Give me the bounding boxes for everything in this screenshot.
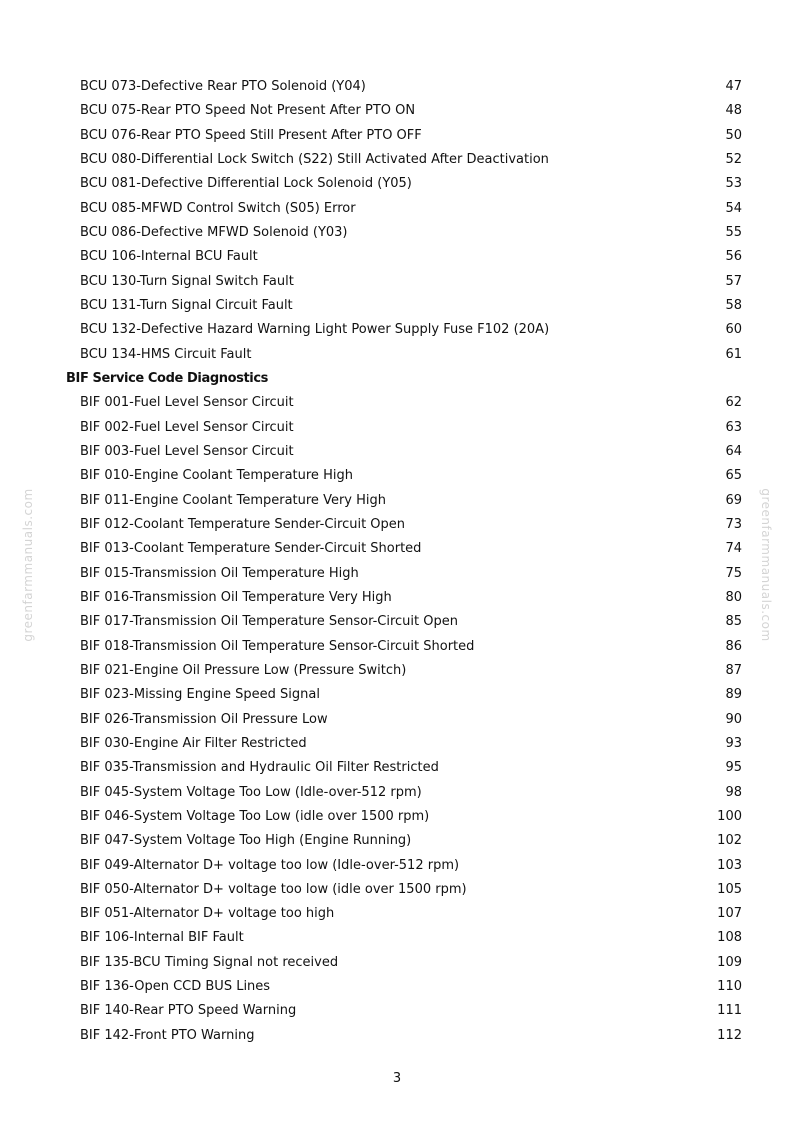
- toc-entry-page: 65: [725, 468, 742, 484]
- toc-entry-page: 64: [725, 443, 742, 459]
- toc-entry-label: BIF 136-Open CCD BUS Lines: [80, 979, 271, 995]
- toc-entry: [0, 975, 794, 999]
- toc-entry: [0, 343, 794, 367]
- toc-entry-label: BIF 046-System Voltage Too Low (idle over 1500 rpm): [80, 808, 430, 824]
- toc-entry-label: BCU 130-Turn Signal Switch Fault: [80, 273, 294, 289]
- toc-entry-label: BCU 081-Defective Differential Lock Solenoid (Y05): [80, 176, 412, 192]
- toc-entry-label: BIF 051-Alternator D+ voltage too high: [80, 906, 335, 922]
- toc-entry-label: BIF 050-Alternator D+ voltage too low (idle over 1500 rpm): [80, 881, 467, 897]
- toc-entry-page: 86: [725, 638, 742, 654]
- page-number: 3: [392, 1071, 402, 1086]
- toc-entry: [0, 878, 794, 902]
- toc-entry-label: BIF 018-Transmission Oil Temperature Sensor-Circuit Shorted: [80, 638, 475, 654]
- toc-entry-label: BIF 002-Fuel Level Sensor Circuit: [80, 419, 294, 435]
- toc-entry: [0, 926, 794, 950]
- toc-entry-page: 110: [717, 979, 742, 995]
- toc-entry-label: BIF 140-Rear PTO Speed Warning: [80, 1003, 297, 1019]
- toc-entry: [0, 440, 794, 464]
- toc-entry: [0, 805, 794, 829]
- toc-entry-label: BIF 026-Transmission Oil Pressure Low: [80, 711, 328, 727]
- toc-entry-label: BIF 017-Transmission Oil Temperature Sensor-Circuit Open: [80, 614, 458, 630]
- toc-entry-label: BIF 045-System Voltage Too Low (Idle-over-512 rpm): [80, 784, 422, 800]
- toc-entry-label: BIF 010-Engine Coolant Temperature High: [80, 468, 353, 484]
- toc-entry: [0, 270, 794, 294]
- toc-entry-page: 105: [717, 881, 742, 897]
- toc-entry-label: BIF 135-BCU Timing Signal not received: [80, 954, 339, 970]
- toc-entry-page: 58: [725, 297, 742, 313]
- toc-entry-page: 73: [725, 516, 742, 532]
- toc-entry-label: BCU 134-HMS Circuit Fault: [80, 346, 252, 362]
- toc-entry-label: BIF 035-Transmission and Hydraulic Oil Filter Restricted: [80, 760, 439, 776]
- toc-entry-page: 62: [725, 395, 742, 411]
- toc-entry: [0, 124, 794, 148]
- toc-entry: [0, 951, 794, 975]
- toc-entry-page: 85: [725, 614, 742, 630]
- toc-entry: [0, 781, 794, 805]
- toc-entry-page: 60: [725, 322, 742, 338]
- toc-entry: [0, 854, 794, 878]
- toc-entry-label: BCU 086-Defective MFWD Solenoid (Y03): [80, 224, 348, 240]
- toc-entry-label: BCU 085-MFWD Control Switch (S05) Error: [80, 200, 356, 216]
- toc-entry-page: 56: [725, 249, 742, 265]
- toc-entry: [0, 708, 794, 732]
- toc-entry: [0, 756, 794, 780]
- toc-entry-page: 100: [717, 808, 742, 824]
- toc-entry-label: BIF 142-Front PTO Warning: [80, 1027, 255, 1043]
- toc-entry-page: 109: [717, 954, 742, 970]
- toc-entry-label: BIF 015-Transmission Oil Temperature High: [80, 565, 359, 581]
- toc-entry: [0, 586, 794, 610]
- toc-entry-page: 69: [725, 492, 742, 508]
- toc-entry: [0, 221, 794, 245]
- toc-entry: [0, 416, 794, 440]
- toc-entry: [0, 659, 794, 683]
- toc-entry-page: 103: [717, 857, 742, 873]
- toc-entry-label: BCU 076-Rear PTO Speed Still Present After PTO OFF: [80, 127, 422, 143]
- toc-entry-page: 50: [725, 127, 742, 143]
- toc-entry-label: BCU 106-Internal BCU Fault: [80, 249, 258, 265]
- toc-entry: [0, 172, 794, 196]
- toc-entry: [0, 1024, 794, 1048]
- toc-entry-label: BIF 013-Coolant Temperature Sender-Circuit Shorted: [80, 541, 422, 557]
- toc-entry: [0, 537, 794, 561]
- toc-entry-page: 48: [725, 103, 742, 119]
- toc-entry-page: 80: [725, 589, 742, 605]
- toc-entry: [0, 75, 794, 99]
- watermark-left: greenfarmmanuals.com: [21, 488, 35, 642]
- toc-entry: [0, 683, 794, 707]
- toc-entry-label: BCU 080-Differential Lock Switch (S22) Still Activated After Deactivation: [80, 151, 549, 167]
- toc-entry: [0, 391, 794, 415]
- toc-entry: [0, 294, 794, 318]
- toc-entry-page: 112: [717, 1027, 742, 1043]
- toc-entry-page: 111: [717, 1003, 742, 1019]
- toc-entry: [0, 513, 794, 537]
- toc-entry-page: 63: [725, 419, 742, 435]
- toc-entry-page: 98: [725, 784, 742, 800]
- toc-entry: [0, 732, 794, 756]
- toc-entry: [0, 999, 794, 1023]
- toc-entry: [0, 197, 794, 221]
- toc-entry: [0, 318, 794, 342]
- toc-section-heading: [0, 367, 794, 391]
- toc-entry-page: 107: [717, 906, 742, 922]
- toc-entry: [0, 829, 794, 853]
- toc-entry-page: 93: [725, 735, 742, 751]
- toc-entry-label: BCU 132-Defective Hazard Warning Light Power Supply Fuse F102 (20A): [80, 322, 550, 338]
- toc-entry-label: BIF 016-Transmission Oil Temperature Very High: [80, 589, 392, 605]
- toc-entry-page: 47: [725, 79, 742, 94]
- toc-entry-label: BIF 023-Missing Engine Speed Signal: [80, 687, 320, 703]
- toc-entry: [0, 562, 794, 586]
- toc-entry-label: BIF 012-Coolant Temperature Sender-Circuit Open: [80, 516, 406, 532]
- toc-entry-page: 74: [725, 541, 742, 557]
- watermark-right: greenfarmmanuals.com: [759, 488, 773, 642]
- toc-entry: [0, 245, 794, 269]
- toc-entry-page: 55: [725, 224, 742, 240]
- toc-entry-label: BCU 075-Rear PTO Speed Not Present After PTO ON: [80, 103, 416, 119]
- toc-entry-label: BCU 131-Turn Signal Circuit Fault: [80, 297, 293, 313]
- toc-entry-label: BIF 001-Fuel Level Sensor Circuit: [80, 395, 294, 411]
- toc-heading-label: BIF Service Code Diagnostics: [66, 370, 269, 386]
- toc-entry: [0, 489, 794, 513]
- toc-entry-page: 53: [725, 176, 742, 192]
- toc-entry-page: 102: [717, 833, 742, 849]
- toc-entry-page: 87: [725, 662, 742, 678]
- toc-entry-label: BIF 021-Engine Oil Pressure Low (Pressure Switch): [80, 662, 407, 678]
- toc-entry-page: 95: [725, 760, 742, 776]
- toc-entry-page: 89: [725, 687, 742, 703]
- toc-entry: [0, 635, 794, 659]
- toc-entry-page: 57: [725, 273, 742, 289]
- toc-entry: [0, 148, 794, 172]
- toc-entry: [0, 610, 794, 634]
- toc-entry-page: 108: [717, 930, 742, 946]
- toc-entry-page: 75: [725, 565, 742, 581]
- toc-entry-page: 61: [725, 346, 742, 362]
- toc-entry: [0, 902, 794, 926]
- toc-entry-label: BCU 073-Defective Rear PTO Solenoid (Y04): [80, 79, 366, 94]
- toc-entry-page: 52: [725, 151, 742, 167]
- toc-entry-label: BIF 047-System Voltage Too High (Engine Running): [80, 833, 412, 849]
- toc-entry-label: BIF 011-Engine Coolant Temperature Very High: [80, 492, 386, 508]
- toc-entry: [0, 464, 794, 488]
- toc-entry-page: 90: [725, 711, 742, 727]
- toc-entry-label: BIF 003-Fuel Level Sensor Circuit: [80, 443, 294, 459]
- toc-entry: [0, 99, 794, 123]
- table-of-contents: [0, 75, 794, 1048]
- toc-entry-page: 54: [725, 200, 742, 216]
- toc-entry-label: BIF 030-Engine Air Filter Restricted: [80, 735, 307, 751]
- toc-entry-label: BIF 106-Internal BIF Fault: [80, 930, 244, 946]
- toc-entry-label: BIF 049-Alternator D+ voltage too low (Idle-over-512 rpm): [80, 857, 460, 873]
